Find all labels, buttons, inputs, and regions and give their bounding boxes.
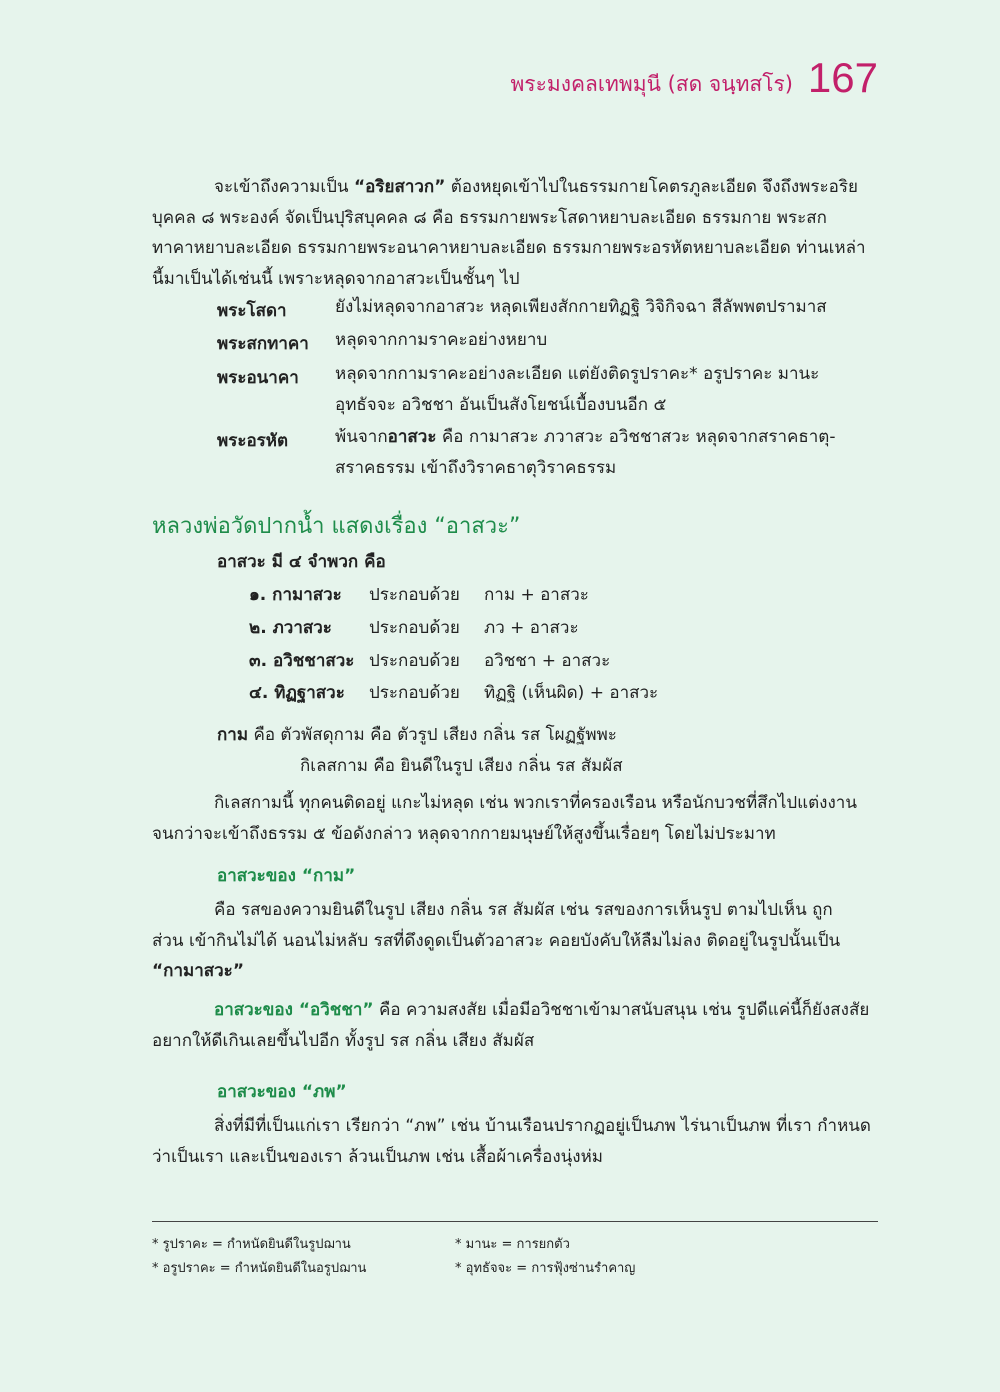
def-text: ยังไม่หลุดจากอาสวะ หลุดเพียงสักกายทิฏฐิ วิจิกิจฉา สีลัพพตปรามาส: [335, 297, 827, 317]
footnote: * รูปราคะ = กำหนัดยินดีในรูปฌาน: [152, 1237, 351, 1252]
asava-mid: ประกอบด้วย: [369, 585, 460, 605]
subhead-bhava: อาสวะของ “ภพ”: [217, 1082, 347, 1102]
running-header: พระมงคลเทพมุนี (สด จนฺทสโร): [510, 72, 793, 96]
def-text: หลุดจากกามราคะอย่างหยาบ: [335, 330, 548, 350]
subhead-avijja: อาสวะของ “อวิชชา”: [214, 1000, 374, 1020]
asava-end: อวิชชา + อาสวะ: [484, 651, 611, 671]
kama-line-1: กาม คือ ตัวพัสดุกาม คือ ตัวรูป เสียง กลิ่น รส โผฏฐัพพะ: [217, 725, 617, 745]
intro-line: จะเข้าถึงความเป็น “อริยสาวก” ต้องหยุดเข้าไปในธรรมกายโคตรภูละเอียด จึงถึงพระอริย: [214, 177, 858, 197]
def-term-anagami: พระอนาคา: [217, 368, 299, 388]
section-title: หลวงพ่อวัดปากน้ำ แสดงเรื่อง “อาสวะ”: [152, 514, 521, 539]
asava-heading: อาสวะ มี ๔ จำพวก คือ: [217, 552, 386, 572]
footnote-rule: [152, 1221, 878, 1222]
bhava-paragraph: สิ่งที่มีที่เป็นแก่เรา เรียกว่า “ภพ” เช่น บ้านเรือนปรากฏอยู่เป็นภพ ไร่นาเป็นภพ ที่เรา กำหนด ว่าเป็นเรา และเป็นของเรา ล้วนเป็นภพ เช่น เสื้อผ้าเครื่องนุ่งห่ม: [152, 1116, 871, 1167]
asava-mid: ประกอบด้วย: [369, 651, 460, 671]
avijja-paragraph: อาสวะของ “อวิชชา” คือ ความสงสัย เมื่อมีอวิชชาเข้ามาสนับสนุน เช่น รูปดีแค่นี้ก็ยังสงสัย อยากให้ดีเกินเลยขึ้นไปอีก ทั้งรูป รส กลิ่น เสียง สัมผัส: [152, 1000, 870, 1051]
def-text: พ้นจากอาสวะ คือ กามาสวะ ภวาสวะ อวิชชาสวะ หลุดจากสราคธาตุ- สราคธรรม เข้าถึงวิราคธาตุวิราคธรรม: [335, 427, 836, 478]
def-text: หลุดจากกามราคะอย่างละเอียด แต่ยังติดรูปราคะ* อรูปราคะ มานะ อุทธัจจะ อวิชชา อันเป็นสังโยชน์เบื้องบนอีก ๕: [335, 364, 820, 415]
footnote: * อรูปราคะ = กำหนัดยินดีในอรูปฌาน: [152, 1261, 367, 1276]
page-number: 167: [807, 54, 878, 101]
kama-paragraph: คือ รสของความยินดีในรูป เสียง กลิ่น รส สัมผัส เช่น รสของการเห็นรูป ตามไปเห็น ถูก ส่วน เข้ากินไม่ได้ นอนไม่หลับ รสที่ดึงดูดเป็นตัวอาสวะ คอยบังคับให้ลืมไม่ลง ติดอยู่ในรูปนั้นเป็น “กามาสวะ”: [152, 900, 841, 981]
asava-name: ๔. ทิฏฐาสวะ: [249, 683, 345, 703]
intro-paragraph: [152, 172, 878, 294]
footnote: * มานะ = การยกตัว: [455, 1237, 570, 1252]
asava-end: ภว + อาสวะ: [484, 618, 579, 638]
asava-end: กาม + อาสวะ: [484, 585, 589, 605]
asava-end: ทิฏฐิ (เห็นผิด) + อาสวะ: [484, 683, 659, 703]
def-term-sakadagami: พระสกทาคา: [217, 334, 309, 354]
intro-line: บุคคล ๘ พระองค์ จัดเป็นปุริสบุคคล ๘ คือ ธรรมกายพระโสดาหยาบละเอียด ธรรมกาย พระสก: [152, 207, 827, 228]
asava-name: ๒. ภวาสวะ: [249, 618, 332, 638]
intro-line: นี้มาเป็นได้เช่นนี้ เพราะหลุดจากอาสวะเป็นชั้นๆ ไป: [152, 268, 520, 289]
intro-line: ทาคาหยาบละเอียด ธรรมกายพระอนาคาหยาบละเอียด ธรรมกายพระอรหัตหยาบละเอียด ท่านเหล่า: [152, 238, 866, 258]
asava-name: ๓. อวิชชาสวะ: [249, 651, 355, 671]
asava-mid: ประกอบด้วย: [369, 618, 460, 638]
footnote: * อุทธัจจะ = การฟุ้งซ่านรำคาญ: [455, 1261, 636, 1276]
subhead-kama: อาสวะของ “กาม”: [217, 866, 356, 886]
kilesa-paragraph: กิเลสกามนี้ ทุกคนติดอยู่ แกะไม่หลุด เช่น พวกเราที่ครองเรือน หรือนักบวชที่สึกไปแต่งงาน จนกว่าจะเข้าถึงธรรม ๕ ข้อดังกล่าว หลุดจากกายมนุษย์ให้สูงขึ้นเรื่อยๆ โดยไม่ประมาท: [152, 793, 857, 844]
def-term-sotapanna: พระโสดา: [217, 301, 287, 321]
asava-mid: ประกอบด้วย: [369, 683, 460, 703]
def-term-arahant: พระอรหัต: [217, 431, 289, 451]
kama-line-2: กิเลสกาม คือ ยินดีในรูป เสียง กลิ่น รส สัมผัส: [300, 756, 623, 776]
asava-name: ๑. กามาสวะ: [249, 585, 342, 605]
